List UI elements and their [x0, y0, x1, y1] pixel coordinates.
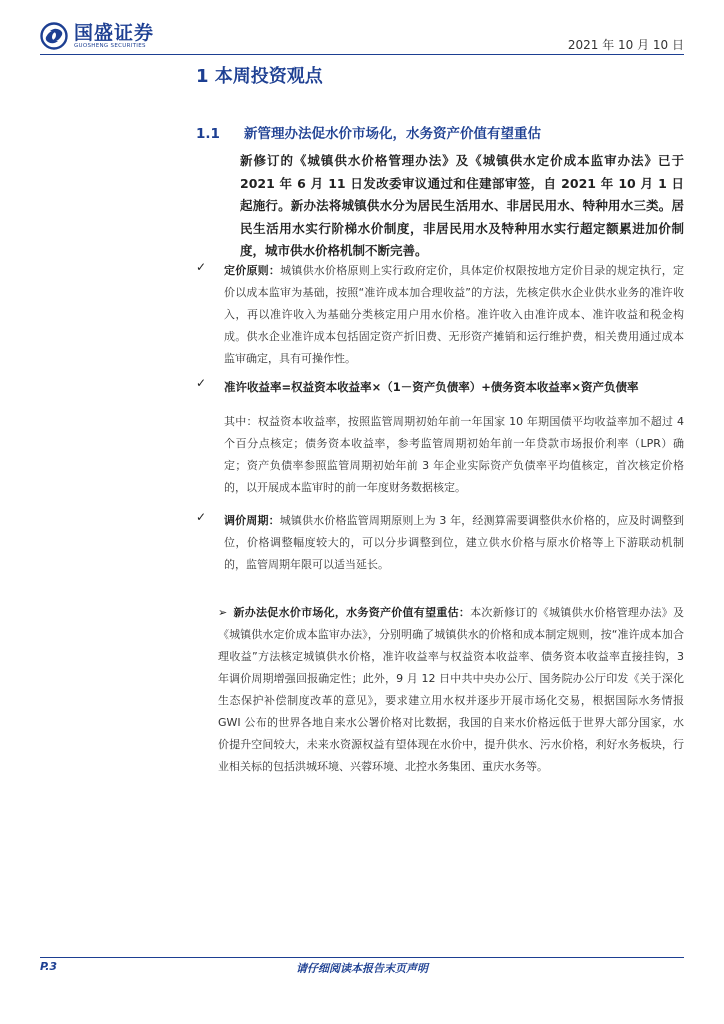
adjustment-cycle-body: 城镇供水价格监管周期原则上为 3 年，经测算需要调整供水价格的，应及时调整到位，价格调整幅度较大的，可以分步调整到位，建立供水价格与原水价格等上下游联动机制的，监管周期年限可以适当延长。	[224, 514, 684, 571]
report-date: 2021 年 10 月 10 日	[567, 38, 684, 52]
summary-paragraph: 新修订的《城镇供水价格管理办法》及《城镇供水定价成本监审办法》已于 2021 年 6 月 11 日发改委审议通过和住建部审签，自 2021 年 10 月 1 日起施行。新办法将城镇供水分为居民生活用水、非居民用水、特种用水三类。居民生活用水实行阶梯水价制度，非居民用水及特种用水实行超定额累进加价制度，城市供水价格机制不断完善。	[240, 153, 684, 258]
checkmark-icon: ✓	[196, 260, 207, 274]
company-logo-icon	[40, 22, 68, 50]
page-header	[0, 0, 724, 60]
adjustment-cycle-label: 调价周期：	[224, 514, 280, 527]
arrow-bullet-icon: ➢	[218, 606, 228, 619]
footer-divider	[40, 957, 684, 958]
adjustment-cycle-text	[224, 510, 684, 576]
conclusion-body: 本次新修订的《城镇供水价格管理办法》及《城镇供水定价成本监审办法》，分别明确了城镇供水的价格和成本制定规则，按“准许成本加合理收益”方法核定城镇供水价格，准许收益率与权益资本收益率、债务资本收益率直接挂钩，3 年调价周期增强回报确定性；此外，9 月 12 日中共中央办公厅、国务院办公厅印发《关于深化生态保护补偿制度改革的意见》，要求建立用水权并逐步开展市场化交易，根据国际水务情报 GWI 公布的世界各地自来水公署价格对比数据，我国的自来水价格远低于世界大部分国家，水价提升空间较大，未来水资源权益有望体现在水价中，提升供水、污水价格，利好水务板块，行业相关标的包括洪城环境、兴蓉环境、北控水务集团、重庆水务等。	[218, 606, 685, 773]
page-number: P.3	[40, 960, 58, 973]
formula-note: 其中：权益资本收益率，按照监管周期初始年前一年国家 10 年期国债平均收益率加不超过 4 个百分点核定；债务资本收益率，参考监管周期初始年前一年贷款市场报价利率（LPR）确定；资产负债率参照监管周期初始年前 3 年企业实际资产负债率平均值核定，首次核定价格的，以开展成本监审时的前一年度财务数据核定。	[224, 415, 684, 494]
conclusion-label: 新办法促水价市场化，水务资产价值有望重估：	[233, 606, 471, 619]
section-title: 1 本周投资观点	[196, 66, 323, 87]
list-item-pricing-principle	[196, 260, 684, 370]
header-divider	[40, 54, 684, 55]
pricing-principle-label: 定价原则：	[224, 264, 281, 277]
list-item-adjustment-cycle	[196, 510, 684, 576]
pricing-principle-body: 城镇供水价格原则上实行政府定价，具体定价权限按地方定价目录的规定执行，定价以成本监审为基础，按照“准许成本加合理收益”的方法，先核定供水企业供水业务的准许收入，再以准许收入为基础分类核定用户用水价格。准许收入由准许成本、准许收益和税金构成。供水企业准许成本包括固定资产折旧费、无形资产摊销和运行维护费，相关费用通过成本监审确定，具有可操作性。	[224, 264, 684, 365]
footer-disclaimer: 请仔细阅读本报告末页声明	[296, 962, 428, 975]
allowed-return-formula: 准许收益率=权益资本收益率×（1－资产负债率）+债务资本收益率×资产负债率	[224, 380, 639, 394]
subsection-title-text: 新管理办法促水价市场化，水务资产价值有望重估	[244, 126, 541, 142]
list-item-formula	[196, 376, 684, 398]
conclusion-paragraph	[218, 602, 684, 778]
company-logo	[40, 22, 154, 50]
subsection-title	[196, 122, 541, 142]
checkmark-icon: ✓	[196, 376, 207, 390]
checkmark-icon: ✓	[196, 510, 207, 524]
company-name: 国盛证券	[74, 22, 155, 44]
pricing-principle-text	[224, 260, 684, 370]
subsection-number: 1.1	[196, 126, 220, 142]
company-name-en: GUOSHENG SECURITIES	[74, 43, 146, 49]
